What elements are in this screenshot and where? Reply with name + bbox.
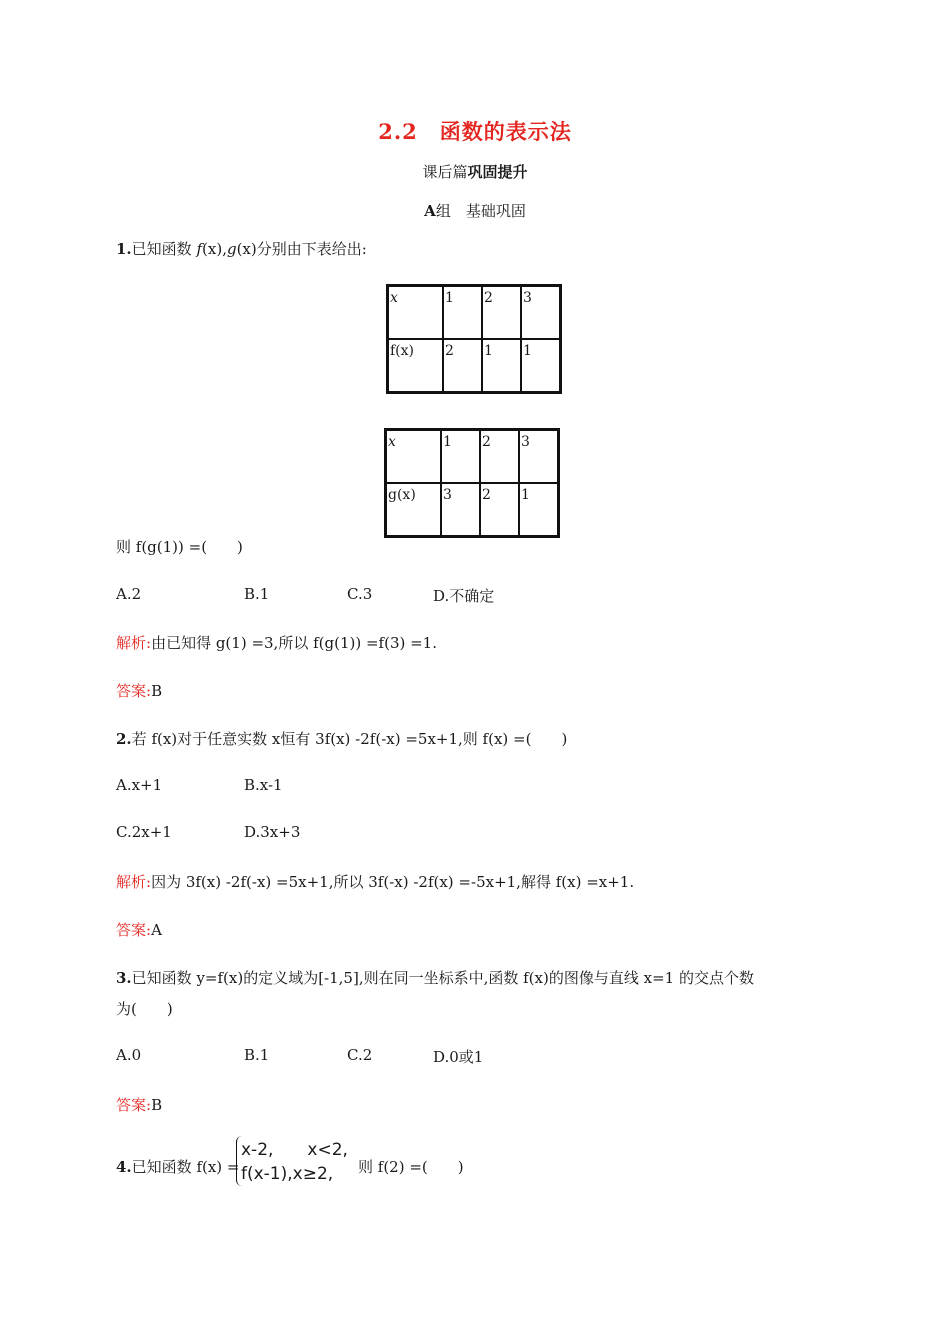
analysis-text: 因为 3f(x) -2f(-x) =5x+1,所以 3f(-x) -2f(x) =-5x+1,解得 f(x) =x+1. bbox=[151, 873, 635, 891]
table-cell: 2 bbox=[482, 286, 521, 340]
q1-option-b[interactable]: B.1 bbox=[244, 585, 270, 603]
table-cell: 3 bbox=[441, 483, 480, 537]
table-cell: 3 bbox=[519, 430, 559, 484]
q2-answer bbox=[116, 919, 162, 940]
answer-value: A bbox=[151, 921, 162, 939]
q1-option-a[interactable]: A.2 bbox=[116, 585, 142, 603]
q2-number: 2. bbox=[116, 730, 132, 748]
q3-answer bbox=[116, 1094, 162, 1115]
table-cell: 1 bbox=[443, 286, 482, 340]
q1-analysis bbox=[116, 632, 437, 653]
table-row bbox=[388, 286, 561, 340]
table-row bbox=[388, 339, 561, 393]
table-cell: x bbox=[386, 430, 442, 484]
subtitle-bold: 巩固提升 bbox=[467, 163, 528, 181]
analysis-label: 解析: bbox=[116, 634, 152, 652]
table-cell: f(x) bbox=[388, 339, 444, 393]
q1-answer bbox=[116, 680, 162, 701]
q1-stem bbox=[116, 238, 367, 259]
answer-label: 答案: bbox=[116, 682, 152, 700]
table-g bbox=[384, 428, 560, 538]
analysis-label: 解析: bbox=[116, 873, 152, 891]
q4-stem-a bbox=[116, 1156, 240, 1177]
q3-option-b[interactable]: B.1 bbox=[244, 1046, 270, 1064]
q2-option-d[interactable]: D.3x+3 bbox=[244, 823, 301, 841]
table-cell: 1 bbox=[519, 483, 559, 537]
q2-stem bbox=[116, 728, 567, 749]
q4-number: 4. bbox=[116, 1158, 132, 1176]
group-heading bbox=[0, 200, 950, 221]
piecewise-case-2: f(x-1),x≥2, bbox=[241, 1164, 334, 1184]
q1-number: 1. bbox=[116, 240, 132, 258]
table-cell: 1 bbox=[482, 339, 521, 393]
answer-label: 答案: bbox=[116, 921, 152, 939]
subtitle bbox=[0, 161, 950, 182]
page-title: 2.2 函数的表示法 bbox=[378, 119, 572, 144]
q2-analysis bbox=[116, 871, 634, 892]
q1-comma: , bbox=[222, 240, 227, 258]
subtitle-plain: 课后篇 bbox=[422, 163, 468, 181]
q2-option-c[interactable]: C.2x+1 bbox=[116, 823, 172, 841]
q3-option-a[interactable]: A.0 bbox=[116, 1046, 142, 1064]
group-letter: A bbox=[424, 202, 436, 220]
q2-option-b[interactable]: B.x-1 bbox=[244, 776, 283, 794]
table-cell: 2 bbox=[443, 339, 482, 393]
q3-stem-line2: 为( ) bbox=[116, 1000, 173, 1018]
q1-option-c[interactable]: C.3 bbox=[347, 585, 373, 603]
q1-ask: 则 f(g(1)) =( ) bbox=[116, 538, 243, 556]
q1-text-b: 分别由下表给出: bbox=[256, 240, 367, 258]
table-cell: 2 bbox=[480, 483, 519, 537]
q3-line1: 已知函数 y=f(x)的定义域为[-1,5],则在同一坐标系中,函数 f(x)的图像与直线 x=1 的交点个数 bbox=[131, 969, 754, 987]
analysis-text: 由已知得 g(1) =3,所以 f(g(1)) =f(3) =1. bbox=[151, 634, 437, 652]
table-cell: x bbox=[388, 286, 444, 340]
answer-value: B bbox=[151, 682, 163, 700]
answer-label: 答案: bbox=[116, 1096, 152, 1114]
q3-option-d[interactable]: D.0或1 bbox=[433, 1048, 484, 1066]
q3-stem-line1 bbox=[116, 967, 754, 988]
group-text: 组 基础巩固 bbox=[435, 202, 526, 220]
piecewise-cases bbox=[241, 1138, 348, 1186]
q2-text: 若 f(x)对于任意实数 x恒有 3f(x) -2f(-x) =5x+1,则 f(x) =( ) bbox=[131, 730, 568, 748]
table-row bbox=[386, 483, 559, 537]
q1-x1: (x) bbox=[202, 240, 223, 258]
table-cell: g(x) bbox=[386, 483, 442, 537]
q4-text-a: 已知函数 f(x) = bbox=[131, 1158, 240, 1176]
q1-text-a: 已知函数 bbox=[131, 240, 197, 258]
table-cell: 2 bbox=[480, 430, 519, 484]
table-row bbox=[386, 430, 559, 484]
q3-option-c[interactable]: C.2 bbox=[347, 1046, 373, 1064]
table-cell: 3 bbox=[521, 286, 561, 340]
q1-f: f bbox=[196, 240, 203, 258]
table-f bbox=[386, 284, 562, 394]
answer-value: B bbox=[151, 1096, 163, 1114]
q3-number: 3. bbox=[116, 969, 132, 987]
q1-x2: (x) bbox=[236, 240, 257, 258]
q1-option-d[interactable]: D.不确定 bbox=[433, 587, 495, 605]
q2-option-a[interactable]: A.x+1 bbox=[116, 776, 163, 794]
table-cell: 1 bbox=[521, 339, 561, 393]
piecewise-case-1: x-2, x<2, bbox=[241, 1140, 348, 1160]
q1-g: g bbox=[226, 240, 237, 258]
q4-text-b: 则 f(2) =( ) bbox=[358, 1158, 464, 1176]
table-cell: 1 bbox=[441, 430, 480, 484]
